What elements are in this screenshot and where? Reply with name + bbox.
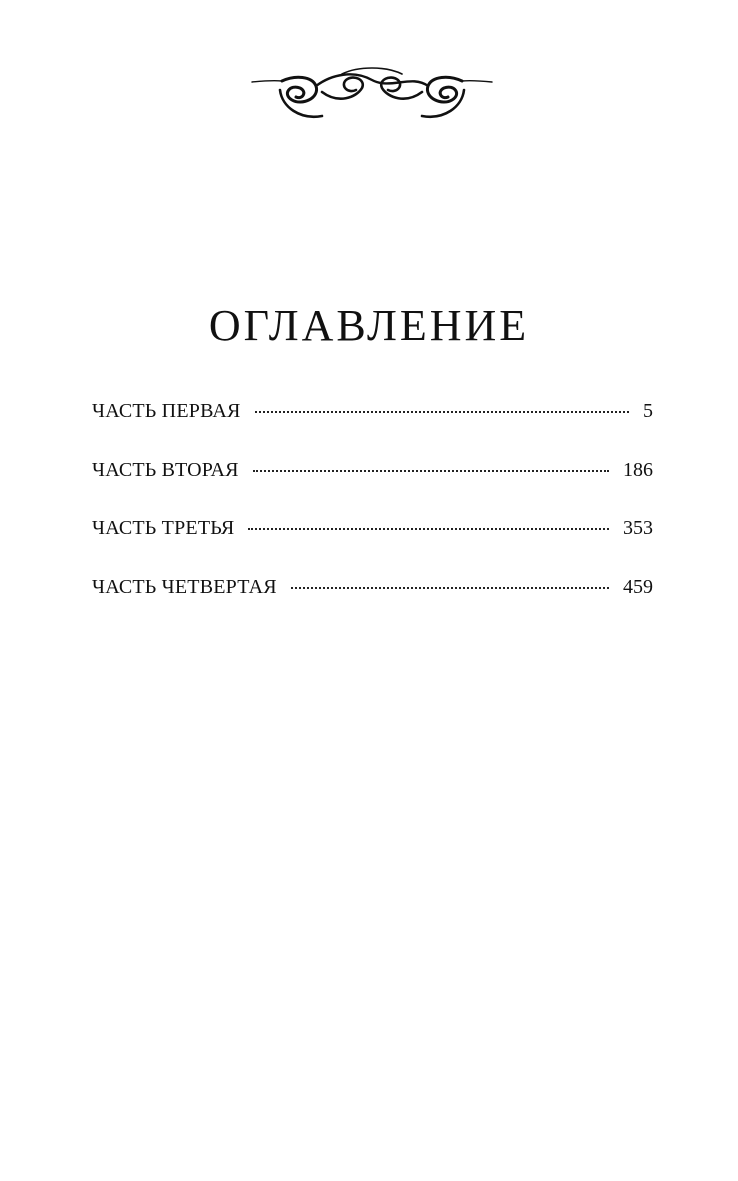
toc-entry-part-4[interactable] xyxy=(92,574,653,633)
dot-leader xyxy=(291,587,609,589)
toc-entry-label: ЧАСТЬ ЧЕТВЕРТАЯ xyxy=(92,576,277,599)
flourish-ornament-icon xyxy=(250,62,494,124)
toc-entry-part-3[interactable] xyxy=(92,515,653,574)
toc-entry-label: ЧАСТЬ ПЕРВАЯ xyxy=(92,400,241,422)
toc-entry-part-2[interactable] xyxy=(92,457,653,516)
toc-entry-page-number: 5 xyxy=(643,400,653,422)
dot-leader xyxy=(253,470,609,472)
page-title: ОГЛАВЛЕНИЕ xyxy=(208,301,530,350)
toc-entry-page-number: 459 xyxy=(623,576,653,599)
toc-entry-part-1[interactable] xyxy=(92,398,653,457)
dot-leader xyxy=(248,528,609,530)
toc-entry-page-number: 353 xyxy=(623,517,653,540)
toc-entry-label: ЧАСТЬ ТРЕТЬЯ xyxy=(92,517,235,540)
toc-entry-label: ЧАСТЬ ВТОРАЯ xyxy=(92,458,239,481)
toc-entry-page-number: 186 xyxy=(623,458,653,481)
table-of-contents xyxy=(92,398,653,633)
dot-leader xyxy=(255,411,629,413)
